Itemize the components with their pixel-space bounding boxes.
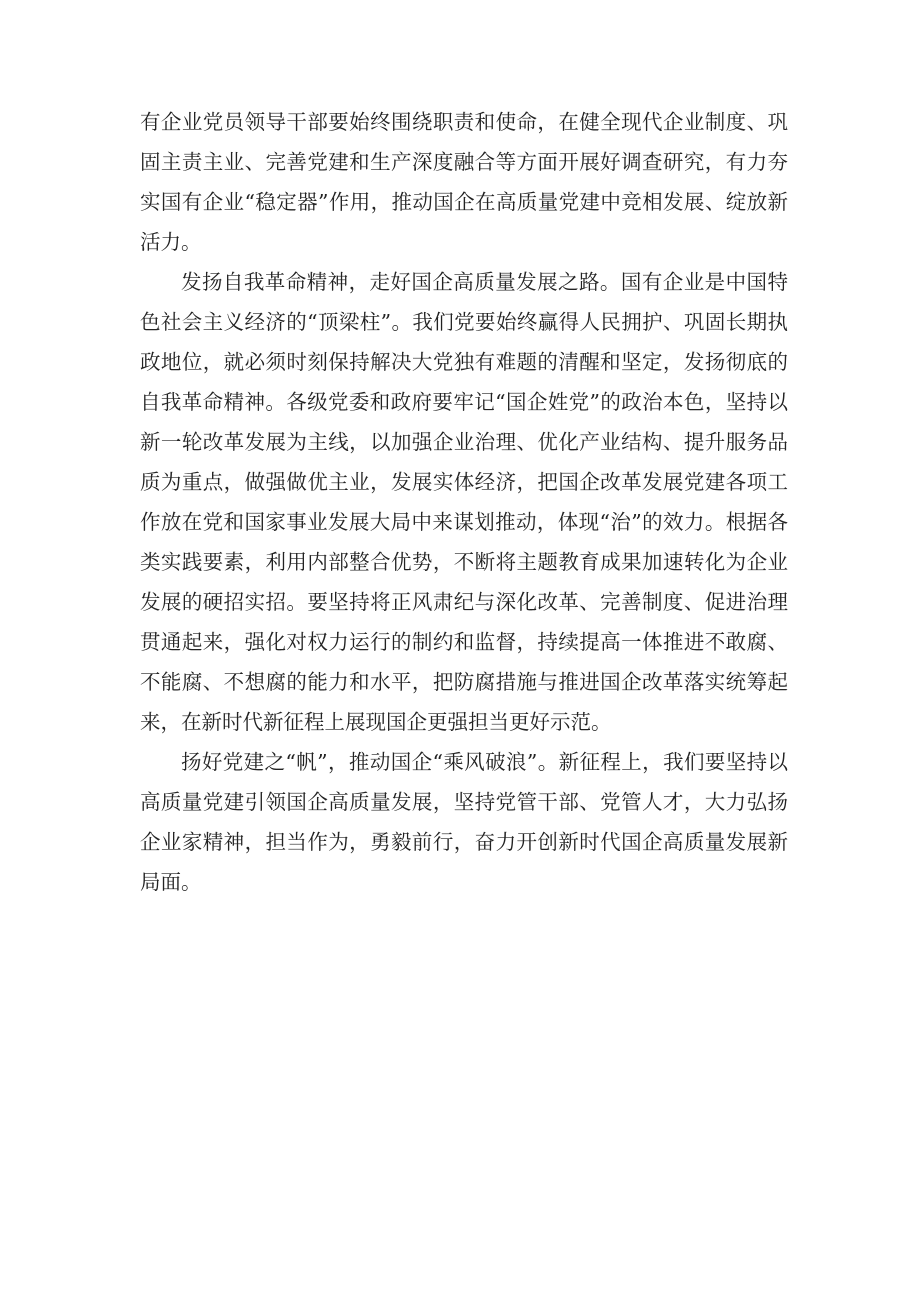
- paragraph-party-building-sail: 扬好党建之“帆”，推动国企“乘风破浪”。新征程上，我们要坚持以高质量党建引领国企高质量发展，坚持党管干部、党管人才，大力弘扬企业家精神，担当作为，勇毅前行，奋力开创新时代国企高质量发展新局面。: [140, 750, 788, 894]
- document-body: [140, 102, 788, 902]
- paragraph-self-revolution: 发扬自我革命精神，走好国企高质量发展之路。国有企业是中国特色社会主义经济的“顶梁柱”。我们党要始终赢得人民拥护、巩固长期执政地位，就必须时刻保持解决大党独有难题的清醒和坚定，发扬彻底的自我革命精神。各级党委和政府要牢记“国企姓党”的政治本色，坚持以新一轮改革发展为主线，以加强企业治理、优化产业结构、提升服务品质为重点，做强做优主业，发展实体经济，把国企改革发展党建各项工作放在党和国家事业发展大局中来谋划推动，体现“治”的效力。根据各类实践要素，利用内部整合优势，不断将主题教育成果加速转化为企业发展的硬招实招。要坚持将正风肃纪与深化改革、完善制度、促进治理贯通起来，强化对权力运行的制约和监督，持续提高一体推进不敢腐、不能腐、不想腐的能力和水平，把防腐措施与推进国企改革落实统筹起来，在新时代新征程上展现国企更强担当更好示范。: [140, 270, 788, 734]
- paragraph-continuation: 有企业党员领导干部要始终围绕职责和使命，在健全现代企业制度、巩固主责主业、完善党建和生产深度融合等方面开展好调查研究，有力夯实国有企业“稳定器”作用，推动国企在高质量党建中竞相发展、绽放新活力。: [140, 110, 788, 254]
